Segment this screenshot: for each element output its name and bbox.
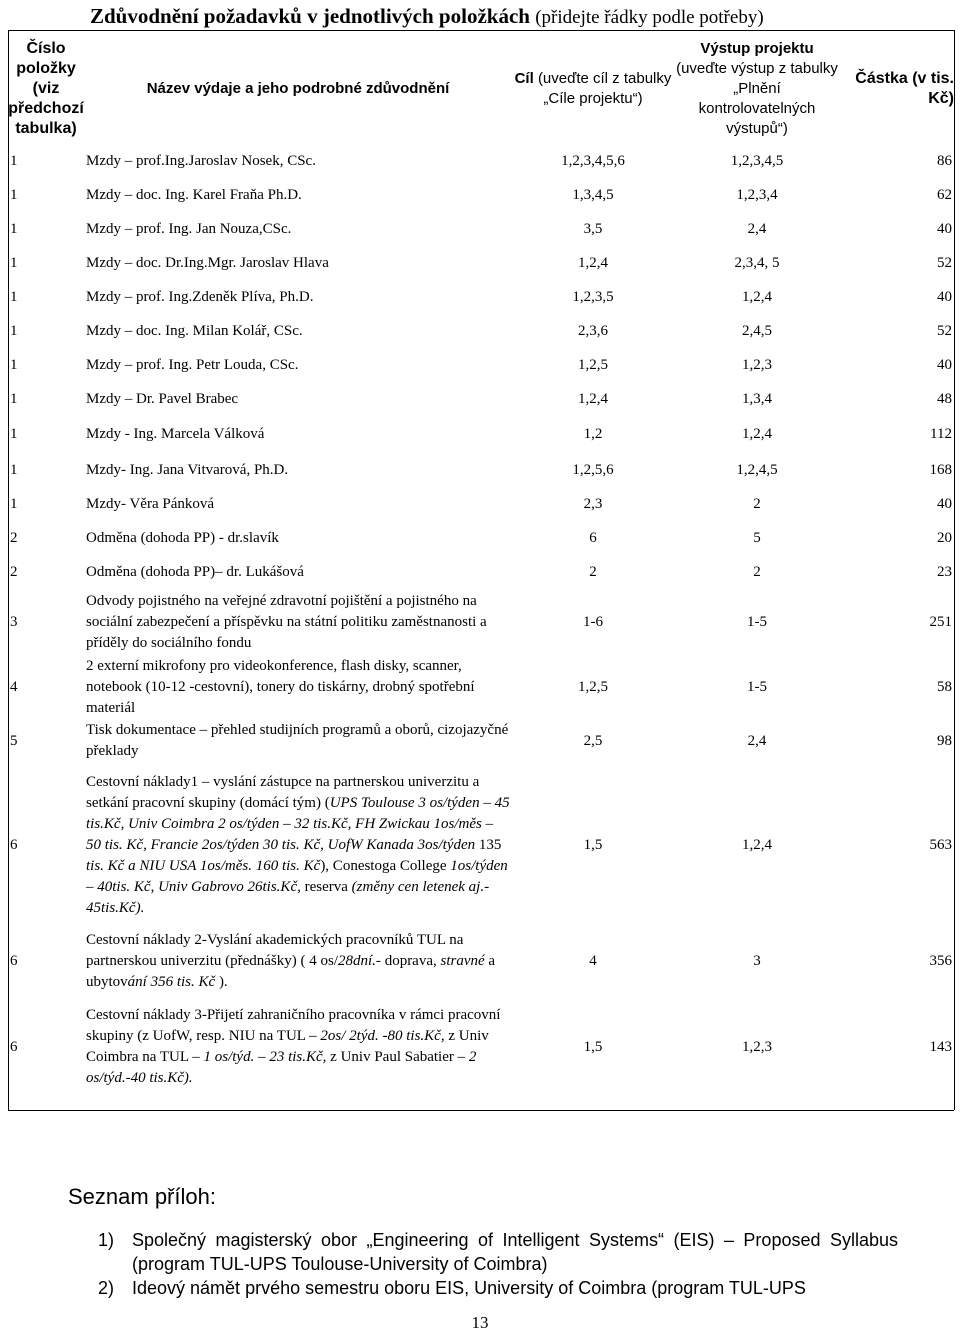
row-goal: 1,2,5,6: [572, 461, 614, 478]
row-expense-name: Mzdy – prof. Ing.Zdeněk Plíva, Ph.D.: [86, 288, 314, 305]
table-row: [8, 280, 954, 314]
row-item-number: 1: [10, 152, 18, 169]
row-amount: 62: [937, 186, 952, 203]
row-goal: 1-6: [583, 613, 603, 630]
row-expense-name: Mzdy - Ing. Marcela Válková: [86, 426, 265, 442]
table-row-cestovni-1: [8, 763, 954, 927]
attachment-marker: 2): [98, 1278, 115, 1298]
row-amount: 356: [929, 952, 952, 969]
table-row: [8, 246, 954, 280]
row-item-number: 1: [10, 356, 18, 373]
row-output: 1,2,3,4,5: [730, 152, 784, 169]
row-item-number: 5: [10, 732, 18, 749]
row-item-number: 1: [10, 426, 18, 442]
header-item-number: Číslo položky (viz předchozí tabulka): [8, 40, 84, 137]
row-amount: 168: [929, 461, 952, 478]
section-title-note: (přidejte řádky podle potřeby): [535, 7, 764, 28]
row-item-number: 6: [10, 952, 18, 969]
attachments-list: [98, 1228, 898, 1300]
row-expense-name: Mzdy – prof.Ing.Jaroslav Nosek, CSc.: [86, 152, 316, 169]
row-item-number: 1: [10, 461, 18, 478]
table-row: [8, 521, 954, 555]
row-expense-name: 2 externí mikrofony pro videokonference, flash disky, scanner, notebook (10-12 -cestovní), tonery do tiskárny, drobný spotřební materiál: [86, 657, 475, 716]
row-output: 1,2,4: [742, 288, 772, 305]
row-output: 2,4: [747, 732, 767, 749]
row-expense-name: Cestovní náklady 3-Přijetí zahraničního pracovníka v rámci pracovní skupiny (z UofW, resp. NIU na TUL – 2os/ 2týd. -80 tis.Kč, z Univ Coimbra na TUL – 1 os/týd. – 23 tis.Kč, z Univ Paul Sabatier – 2 os/týd.-40 tis.Kč).: [86, 1007, 501, 1086]
table-simple-rows: [8, 144, 954, 589]
table-header-row: [8, 34, 954, 144]
row-expense-name: Mzdy – prof. Ing. Jan Nouza,CSc.: [86, 220, 292, 237]
row-item-number: 1: [10, 322, 18, 339]
attachments-title: Seznam příloh:: [68, 1184, 216, 1209]
row-expense-name: Mzdy – doc. Ing. Karel Fraňa Ph.D.: [86, 186, 302, 203]
row-goal: 1,2,5: [578, 678, 608, 695]
row-goal: 1,2: [583, 426, 603, 442]
header-expense-name: Název výdaje a jeho podrobné zdůvodnění: [146, 80, 450, 97]
table-row: [8, 348, 954, 382]
row-amount: 112: [930, 426, 952, 442]
row-amount: 48: [937, 390, 952, 407]
row-output: 1,2,4: [742, 426, 772, 442]
row-output: 1-5: [747, 613, 767, 630]
row-amount: 251: [929, 613, 952, 630]
row-item-number: 4: [10, 678, 18, 695]
row-output: 3: [753, 952, 761, 969]
table-row: [8, 555, 954, 589]
section-title: [90, 4, 764, 29]
row-item-number: 2: [10, 529, 18, 546]
row-goal: 1,2,4: [578, 390, 608, 407]
header-goal: Cíl (uveďte cíl z tabulky „Cíle projektu“): [514, 70, 672, 107]
table-row-cestovni-3: [8, 995, 954, 1099]
attachment-marker: 1): [98, 1230, 115, 1250]
row-goal: 1,3,4,5: [572, 186, 614, 203]
row-output: 1,3,4: [742, 390, 772, 407]
row-item-number: 1: [10, 254, 18, 271]
row-goal: 1,2,5: [578, 356, 608, 373]
attachment-text: Ideový námět prvého semestru oboru EIS, University of Coimbra (program TUL-UPS: [132, 1278, 806, 1298]
row-output: 1,2,4,5: [736, 461, 778, 478]
attachment-item: [98, 1228, 898, 1276]
table-row-material: [8, 655, 954, 719]
table-frame-top: [8, 30, 954, 31]
row-output: 2,4: [747, 220, 767, 237]
row-amount: 58: [937, 678, 952, 695]
row-goal: 1,2,4: [578, 254, 608, 271]
row-amount: 40: [937, 495, 952, 512]
header-amount: Částka (v tis. Kč): [855, 70, 954, 107]
row-item-number: 1: [10, 288, 18, 305]
table-row: [8, 178, 954, 212]
row-amount: 52: [937, 254, 952, 271]
row-item-number: 3: [10, 613, 18, 630]
table-frame-right: [954, 30, 955, 1110]
row-goal: 1,2,3,5: [572, 288, 614, 305]
row-expense-name: Mzdy – doc. Dr.Ing.Mgr. Jaroslav Hlava: [86, 254, 329, 271]
row-item-number: 1: [10, 390, 18, 407]
section-title-main: Zdůvodnění požadavků v jednotlivých položkách: [90, 4, 530, 28]
row-goal: 2,3: [583, 495, 603, 512]
row-amount: 98: [937, 732, 952, 749]
page-number: 13: [471, 1313, 489, 1332]
table-row: [8, 314, 954, 348]
table-row: [8, 212, 954, 246]
row-expense-name: Mzdy- Ing. Jana Vitvarová, Ph.D.: [86, 461, 289, 478]
row-output: 1,2,4: [742, 836, 772, 853]
table-row-odvody: [8, 589, 954, 655]
row-goal: 6: [589, 529, 597, 546]
row-expense-name: Odměna (dohoda PP) - dr.slavík: [86, 529, 279, 546]
row-amount: 143: [929, 1038, 952, 1055]
row-amount: 40: [937, 220, 952, 237]
attachment-item: [98, 1276, 898, 1300]
row-expense-name: Odvody pojistného na veřejné zdravotní pojištění a pojistného na sociální zabezpečení a příspěvku na státní politiku zaměstnanosti a příděly do sociálního fondu: [86, 592, 487, 651]
row-expense-name: Mzdy- Věra Pánková: [86, 495, 215, 512]
row-goal: 2: [589, 563, 597, 580]
row-goal: 1,2,3,4,5,6: [561, 152, 625, 169]
row-expense-name: Mzdy – prof. Ing. Petr Louda, CSc.: [86, 356, 299, 373]
table-row: [8, 487, 954, 521]
row-amount: 86: [937, 152, 952, 169]
table-row: [8, 382, 954, 416]
row-output: 1,2,3: [742, 1038, 772, 1055]
table-frame-bottom: [8, 1110, 954, 1111]
row-output: 1,2,3: [742, 356, 772, 373]
row-item-number: 6: [10, 836, 18, 853]
header-output: Výstup projektu (uveďte výstup z tabulky „Plnění kontrolovatelných výstupů“): [676, 40, 838, 137]
row-output: 2,3,4, 5: [734, 254, 780, 271]
row-output: 5: [753, 529, 761, 546]
row-output: 2: [753, 563, 761, 580]
row-expense-name: Odměna (dohoda PP)– dr. Lukášová: [86, 563, 304, 580]
row-expense-name: Cestovní náklady1 – vyslání zástupce na partnerskou univerzitu a setkání pracovní skupiny (domácí tým) (UPS Toulouse 3 os/týden – 45 tis.Kč, Univ Coimbra 2 os/týden – 32 tis.Kč, FH Zwickau 1os/měs – 50 tis. Kč, Francie 2os/týden 30 tis. Kč, UofW Kanada 3os/týden 135 tis. Kč a NIU USA 1os/měs. 160 tis. Kč), Conestoga College 1os/týden – 40tis. Kč, Univ Gabrovo 26tis.Kč, reserva (změny cen letenek aj.- 45tis.Kč).: [86, 773, 510, 916]
row-expense-name: Mzdy – doc. Ing. Milan Kolář, CSc.: [86, 322, 303, 339]
row-goal: 1,5: [583, 836, 603, 853]
row-output: 1,2,3,4: [736, 186, 778, 203]
row-output: 1-5: [747, 678, 767, 695]
row-goal: 3,5: [583, 220, 603, 237]
row-expense-name: Cestovní náklady 2-Vyslání akademických pracovníků TUL na partnerskou univerzitu (přednášky) ( 4 os/28dní.- doprava, stravné a ubytování 356 tis. Kč ).: [86, 931, 496, 990]
row-output: 2: [753, 495, 761, 512]
row-goal: 2,5: [583, 732, 603, 749]
row-amount: 52: [937, 322, 952, 339]
row-item-number: 1: [10, 220, 18, 237]
row-expense-name: Tisk dokumentace – přehled studijních programů a oborů, cizojazyčné překlady: [86, 722, 509, 759]
row-goal: 4: [589, 952, 597, 969]
table-row: [8, 453, 954, 487]
row-output: 2,4,5: [742, 322, 772, 339]
row-item-number: 1: [10, 495, 18, 512]
row-amount: 20: [937, 529, 952, 546]
row-amount: 563: [929, 836, 952, 853]
table-row: [8, 416, 954, 453]
table-row: [8, 144, 954, 178]
row-expense-name: Mzdy – Dr. Pavel Brabec: [86, 390, 239, 407]
row-item-number: 6: [10, 1038, 18, 1055]
row-amount: 40: [937, 288, 952, 305]
table-row-cestovni-2: [8, 927, 954, 995]
row-item-number: 1: [10, 186, 18, 203]
attachment-text: Společný magisterský obor „Engineering of Intelligent Systems“ (EIS) – Proposed Syllabus (program TUL-UPS Toulouse-University of Coimbra): [132, 1230, 898, 1274]
justification-table: [8, 34, 954, 1099]
row-goal: 1,5: [583, 1038, 603, 1055]
row-goal: 2,3,6: [578, 322, 608, 339]
row-amount: 23: [937, 563, 952, 580]
row-amount: 40: [937, 356, 952, 373]
table-row-tisk: [8, 719, 954, 763]
row-item-number: 2: [10, 563, 18, 580]
